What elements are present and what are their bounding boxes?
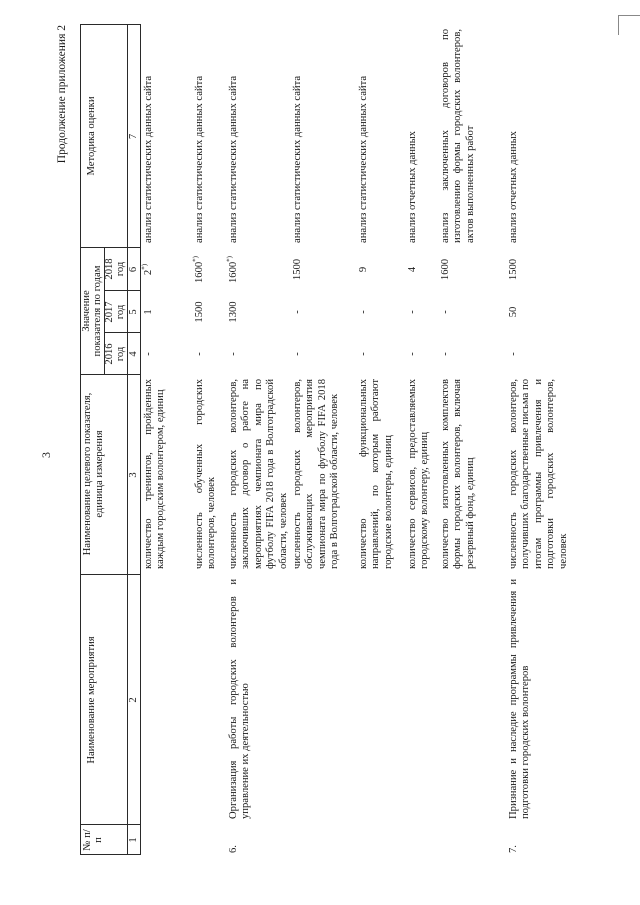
header-num: № п/п — [82, 829, 104, 851]
row-3-method: анализ статистических данных сайта — [292, 75, 303, 243]
row-6-value-2017: - — [440, 310, 451, 314]
col-number-5: 5 — [128, 309, 139, 315]
header-year-2016: 2016 год — [104, 343, 126, 365]
row-4-method: анализ статистических данных сайта — [358, 75, 369, 243]
col-number-4: 4 — [128, 351, 139, 357]
col-number-6: 6 — [128, 266, 139, 273]
row-0-value-2016: - — [143, 352, 154, 356]
row-7-method: анализ отчетных данных — [508, 131, 519, 243]
row-5-indicator: количество сервисов, предоставляемых городскому волонтеру, единиц — [407, 379, 431, 569]
row-7-value-2018: 1500 — [508, 258, 519, 281]
row-6-value-2016: - — [440, 352, 451, 356]
row-4-value-2018: 9 — [358, 266, 369, 273]
row-4-value-2017: - — [358, 310, 369, 314]
row-0-indicator: количество тренингов, пройденных каждым городским волонтером, единиц — [143, 379, 167, 569]
col-number-3: 3 — [128, 472, 139, 478]
row-1-indicator: численность обученных городских волонтеров, человек — [194, 379, 218, 569]
header-year-2018: 2018 год — [104, 258, 126, 280]
row-3-value-2018: 1500 — [292, 258, 303, 281]
row-0-value-2018: 2*) — [140, 263, 154, 276]
page-number: 3 — [39, 452, 53, 458]
row-7-event: Признание и наследие программы привлечения и подготовки городских волонтеров — [508, 579, 532, 819]
row-1-value-2017: 1500 — [194, 301, 205, 323]
header-event: Наименование мероприятия — [86, 636, 97, 764]
row-5-value-2016: - — [407, 352, 418, 356]
row-6-indicator: количество изготовленных комплектов формы городских волонтеров, включая резервный фонд, единиц — [440, 379, 476, 569]
header-year-2017: 2017 год — [104, 301, 126, 323]
row-3-value-2016: - — [292, 352, 303, 356]
continuation-label: Продолжение приложения 2 — [56, 25, 68, 164]
header-values-title: Значение показателя по годам — [81, 265, 103, 357]
row-7-value-2016: - — [508, 352, 519, 356]
row-5-value-2017: - — [407, 310, 418, 314]
table-top-border — [80, 25, 81, 855]
row-2-method: анализ статистических данных сайта — [228, 75, 239, 243]
row-2-value-2018: 1600*) — [225, 255, 239, 284]
col-number-7: 7 — [128, 133, 139, 140]
row-1-method: анализ статистических данных сайта — [194, 75, 205, 243]
scan-corner-mark-h — [618, 15, 619, 35]
col-number-1: 1 — [128, 837, 139, 843]
row-3-value-2017: - — [292, 310, 303, 314]
row-0-value-2017: 1 — [143, 309, 154, 315]
row-7-number: 7. — [508, 845, 519, 853]
header-indicator: Наименование целевого показателя, единица измерения — [82, 392, 105, 556]
row-7-indicator: численность городских волонтеров, получивших благодарственные письма по итогам программы привлечения и подготовки городских волонтеров, человек — [508, 379, 569, 569]
row-4-value-2016: - — [358, 352, 369, 356]
row-2-value-2017: 1300 — [228, 301, 239, 323]
row-1-value-2016: - — [194, 352, 205, 356]
row-1-value-2018: 1600*) — [191, 255, 205, 284]
row-2-number: 6. — [228, 845, 239, 853]
header-method: Методика оценки — [86, 96, 97, 176]
row-2-event: Организация работы городских волонтеров и управление их деятельностью — [228, 579, 252, 819]
row-6-method: анализ заключенных договоров по изготовлению формы городских волонтеров, актов выполненных работ — [440, 29, 476, 243]
col-number-2: 2 — [128, 697, 139, 703]
row-3-indicator: численность городских волонтеров, обслуживающих мероприятия чемпионата мира по футболу FIFA 2018 года в Волгоградской области, человек — [292, 379, 341, 569]
row-0-method: анализ статистических данных сайта — [143, 75, 154, 243]
row-2-value-2016: - — [228, 352, 239, 356]
row-5-value-2018: 4 — [407, 266, 418, 273]
row-2-indicator: численность городских волонтеров, заключивших договор о работе на мероприятиях чемпионата мира по футболу FIFA 2018 года в Волгоградской области, человек — [228, 379, 289, 569]
row-6-value-2018: 1600 — [440, 258, 451, 281]
row-5-method: анализ отчетных данных — [407, 131, 418, 243]
row-7-value-2017: 50 — [508, 306, 519, 318]
scan-corner-mark — [618, 15, 640, 16]
row-4-indicator: количество функциональных направлений, по которым работают городские волонтеры, единиц — [358, 379, 394, 569]
